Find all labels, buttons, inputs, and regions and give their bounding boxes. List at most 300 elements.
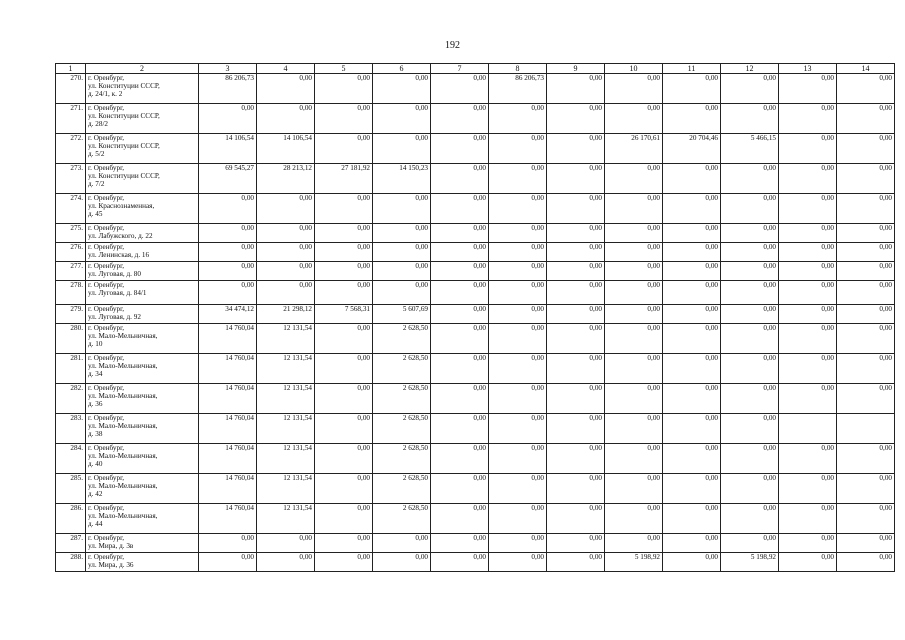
row-number: 284. [56,444,86,474]
value-cell: 0,00 [547,474,605,504]
value-cell: 0,00 [605,194,663,224]
value-cell: 0,00 [547,354,605,384]
address-line: г. Оренбург, [88,281,125,289]
header-row [56,64,895,74]
value-cell: 0,00 [315,474,373,504]
table-row [56,243,895,262]
address-line: ул. Мало-Мельничная, [88,362,158,370]
value-cell: 0,00 [199,104,257,134]
address-line: ул. Мало-Мельничная, [88,512,158,520]
value-cell: 0,00 [721,504,779,534]
address-line: г. Оренбург, [88,534,125,542]
value-cell: 0,00 [257,534,315,553]
value-cell: 0,00 [199,281,257,305]
address-line: ул. Конституции СССР, [88,172,160,180]
column-header: 6 [373,64,431,74]
value-cell: 0,00 [315,262,373,281]
value-cell: 0,00 [721,474,779,504]
value-cell: 0,00 [257,194,315,224]
value-cell: 12 131,54 [257,354,315,384]
value-cell: 0,00 [721,224,779,243]
column-header: 13 [779,64,837,74]
data-table [55,63,895,572]
value-cell: 0,00 [721,384,779,414]
value-cell: 0,00 [431,553,489,572]
value-cell: 26 170,61 [605,134,663,164]
value-cell: 0,00 [315,504,373,534]
address-line: ул. Мало-Мельничная, [88,452,158,460]
address-cell [86,134,199,164]
value-cell: 14 760,04 [199,354,257,384]
value-cell: 0,00 [605,354,663,384]
value-cell: 0,00 [199,534,257,553]
column-header: 14 [837,64,895,74]
row-number: 272. [56,134,86,164]
address-line: г. Оренбург, [88,104,125,112]
row-number: 282. [56,384,86,414]
value-cell: 0,00 [315,74,373,104]
address-line: д. 5/2 [88,150,105,158]
value-cell: 0,00 [547,134,605,164]
address-cell [86,74,199,104]
column-header: 2 [86,64,199,74]
value-cell: 0,00 [373,194,431,224]
value-cell: 0,00 [837,354,895,384]
value-cell: 0,00 [547,194,605,224]
value-cell: 0,00 [489,224,547,243]
column-header: 12 [721,64,779,74]
value-cell: 7 568,31 [315,305,373,324]
value-cell: 0,00 [837,384,895,414]
value-cell: 0,00 [663,534,721,553]
value-cell: 0,00 [547,324,605,354]
value-cell: 0,00 [373,534,431,553]
address-cell [86,281,199,305]
address-line: г. Оренбург, [88,194,125,202]
value-cell: 2 628,50 [373,474,431,504]
value-cell: 0,00 [837,305,895,324]
value-cell: 0,00 [199,243,257,262]
value-cell: 0,00 [721,194,779,224]
value-cell: 0,00 [605,474,663,504]
column-header: 7 [431,64,489,74]
address-cell [86,384,199,414]
address-cell [86,224,199,243]
value-cell: 0,00 [489,104,547,134]
value-cell: 0,00 [837,74,895,104]
column-header: 1 [56,64,86,74]
value-cell: 0,00 [721,414,779,444]
address-line: д. 7/2 [88,180,105,188]
address-cell [86,354,199,384]
value-cell: 0,00 [663,243,721,262]
value-cell: 0,00 [837,262,895,281]
value-cell: 0,00 [257,553,315,572]
value-cell: 12 131,54 [257,414,315,444]
address-cell [86,553,199,572]
value-cell: 12 131,54 [257,444,315,474]
value-cell: 0,00 [663,305,721,324]
value-cell: 0,00 [315,553,373,572]
value-cell: 0,00 [837,474,895,504]
address-line: г. Оренбург, [88,262,125,270]
value-cell: 0,00 [373,553,431,572]
address-cell [86,444,199,474]
value-cell: 0,00 [431,104,489,134]
value-cell: 0,00 [373,224,431,243]
value-cell: 2 628,50 [373,414,431,444]
value-cell: 0,00 [779,262,837,281]
value-cell: 14 760,04 [199,414,257,444]
table-row [56,281,895,305]
address-line: д. 36 [88,400,103,408]
value-cell: 86 206,73 [199,74,257,104]
value-cell: 0,00 [489,553,547,572]
value-cell: 0,00 [605,224,663,243]
value-cell: 0,00 [779,194,837,224]
row-number: 287. [56,534,86,553]
column-header: 3 [199,64,257,74]
table-row [56,534,895,553]
value-cell: 0,00 [373,104,431,134]
address-line: ул. Луговая, д. 92 [88,313,141,321]
value-cell: 34 474,12 [199,305,257,324]
value-cell: 14 760,04 [199,474,257,504]
value-cell: 0,00 [605,444,663,474]
address-line: д. 10 [88,340,103,348]
address-line: г. Оренбург, [88,414,125,422]
value-cell: 0,00 [373,281,431,305]
value-cell: 0,00 [779,104,837,134]
column-header: 11 [663,64,721,74]
row-number: 288. [56,553,86,572]
address-line: г. Оренбург, [88,243,125,251]
value-cell: 0,00 [663,354,721,384]
table-row [56,134,895,164]
value-cell: 12 131,54 [257,384,315,414]
value-cell: 0,00 [605,305,663,324]
value-cell: 0,00 [431,414,489,444]
value-cell [779,414,837,444]
value-cell: 0,00 [315,104,373,134]
value-cell: 0,00 [373,74,431,104]
value-cell: 0,00 [315,384,373,414]
value-cell: 0,00 [779,553,837,572]
address-line: ул. Конституции СССР, [88,142,160,150]
table-row [56,74,895,104]
address-line: г. Оренбург, [88,504,125,512]
value-cell: 0,00 [837,553,895,572]
value-cell: 0,00 [315,224,373,243]
value-cell: 27 181,92 [315,164,373,194]
value-cell: 0,00 [489,305,547,324]
value-cell: 0,00 [721,243,779,262]
value-cell: 2 628,50 [373,354,431,384]
value-cell [837,414,895,444]
address-line: д. 38 [88,430,103,438]
column-header: 8 [489,64,547,74]
row-number: 278. [56,281,86,305]
page-number: 192 [445,40,460,51]
value-cell: 0,00 [431,504,489,534]
value-cell: 0,00 [489,354,547,384]
address-line: г. Оренбург, [88,224,125,232]
value-cell: 0,00 [605,324,663,354]
value-cell: 0,00 [431,324,489,354]
value-cell: 0,00 [257,224,315,243]
column-header: 5 [315,64,373,74]
address-line: г. Оренбург, [88,305,125,313]
value-cell: 12 131,54 [257,504,315,534]
value-cell: 0,00 [547,74,605,104]
value-cell: 0,00 [663,164,721,194]
address-cell [86,262,199,281]
value-cell: 0,00 [431,444,489,474]
value-cell: 0,00 [199,224,257,243]
value-cell: 0,00 [547,243,605,262]
address-line: ул. Луговая, д. 80 [88,270,141,278]
value-cell: 2 628,50 [373,324,431,354]
value-cell: 0,00 [837,281,895,305]
address-line: ул. Мало-Мельничная, [88,422,158,430]
row-number: 279. [56,305,86,324]
value-cell: 0,00 [315,194,373,224]
value-cell: 5 607,69 [373,305,431,324]
value-cell: 0,00 [779,324,837,354]
address-line: д. 42 [88,490,103,498]
address-line: ул. Мало-Мельничная, [88,392,158,400]
value-cell: 0,00 [779,354,837,384]
address-line: д. 24/1, к. 2 [88,90,123,98]
value-cell: 2 628,50 [373,504,431,534]
value-cell: 0,00 [605,104,663,134]
value-cell: 0,00 [837,164,895,194]
value-cell: 0,00 [779,305,837,324]
value-cell: 0,00 [431,262,489,281]
value-cell: 0,00 [431,194,489,224]
value-cell: 0,00 [257,281,315,305]
value-cell: 0,00 [605,243,663,262]
value-cell: 0,00 [605,414,663,444]
value-cell: 5 198,92 [605,553,663,572]
value-cell: 0,00 [315,534,373,553]
value-cell: 2 628,50 [373,444,431,474]
value-cell: 0,00 [315,324,373,354]
address-line: ул. Мира, д. 36 [88,561,134,569]
value-cell: 14 106,54 [199,134,257,164]
value-cell: 0,00 [605,504,663,534]
value-cell: 0,00 [547,504,605,534]
table-row [56,224,895,243]
address-cell [86,305,199,324]
value-cell: 0,00 [547,262,605,281]
value-cell: 0,00 [489,534,547,553]
value-cell: 0,00 [547,281,605,305]
value-cell: 0,00 [779,74,837,104]
value-cell: 0,00 [837,534,895,553]
value-cell: 0,00 [837,324,895,354]
value-cell: 0,00 [837,444,895,474]
value-cell: 14 760,04 [199,444,257,474]
value-cell: 0,00 [257,262,315,281]
value-cell: 0,00 [663,74,721,104]
value-cell: 0,00 [547,164,605,194]
value-cell: 14 106,54 [257,134,315,164]
value-cell: 28 213,12 [257,164,315,194]
value-cell: 0,00 [547,224,605,243]
row-number: 285. [56,474,86,504]
value-cell: 0,00 [431,534,489,553]
address-cell [86,474,199,504]
row-number: 276. [56,243,86,262]
value-cell: 0,00 [489,243,547,262]
address-line: г. Оренбург, [88,474,125,482]
value-cell: 0,00 [199,553,257,572]
value-cell: 0,00 [663,444,721,474]
row-number: 271. [56,104,86,134]
value-cell: 0,00 [779,384,837,414]
value-cell: 0,00 [257,74,315,104]
value-cell: 0,00 [779,224,837,243]
value-cell: 0,00 [547,553,605,572]
address-line: ул. Конституции СССР, [88,112,160,120]
value-cell: 0,00 [837,504,895,534]
value-cell: 0,00 [721,444,779,474]
value-cell: 0,00 [721,324,779,354]
value-cell: 0,00 [489,324,547,354]
value-cell: 0,00 [721,281,779,305]
table-row [56,504,895,534]
value-cell: 0,00 [431,281,489,305]
value-cell: 0,00 [605,281,663,305]
value-cell: 0,00 [431,354,489,384]
value-cell: 0,00 [547,104,605,134]
address-line: ул. Конституции СССР, [88,82,160,90]
value-cell: 0,00 [605,534,663,553]
value-cell: 0,00 [489,281,547,305]
address-line: д. 34 [88,370,103,378]
value-cell: 0,00 [315,444,373,474]
value-cell: 0,00 [431,305,489,324]
value-cell: 0,00 [663,262,721,281]
value-cell: 0,00 [489,414,547,444]
value-cell: 0,00 [547,414,605,444]
address-line: г. Оренбург, [88,74,125,82]
table-row [56,384,895,414]
value-cell: 0,00 [315,134,373,164]
value-cell: 0,00 [489,444,547,474]
address-line: г. Оренбург, [88,134,125,142]
value-cell: 0,00 [489,194,547,224]
value-cell: 0,00 [315,414,373,444]
value-cell: 0,00 [721,104,779,134]
table-row [56,305,895,324]
value-cell: 0,00 [315,243,373,262]
row-number: 281. [56,354,86,384]
row-number: 286. [56,504,86,534]
value-cell: 0,00 [431,224,489,243]
value-cell: 0,00 [779,164,837,194]
table-row [56,553,895,572]
address-cell [86,534,199,553]
row-number: 274. [56,194,86,224]
value-cell: 0,00 [663,474,721,504]
value-cell: 0,00 [431,384,489,414]
address-line: г. Оренбург, [88,354,125,362]
address-line: ул. Мало-Мельничная, [88,482,158,490]
value-cell: 0,00 [837,194,895,224]
value-cell: 0,00 [489,504,547,534]
value-cell: 0,00 [663,414,721,444]
address-cell [86,164,199,194]
value-cell: 14 150,23 [373,164,431,194]
value-cell: 0,00 [547,444,605,474]
value-cell: 86 206,73 [489,74,547,104]
address-line: д. 45 [88,210,103,218]
table-body [56,74,895,572]
value-cell: 0,00 [431,474,489,504]
address-line: г. Оренбург, [88,553,125,561]
value-cell: 0,00 [199,262,257,281]
value-cell: 14 760,04 [199,384,257,414]
table-row [56,474,895,504]
value-cell: 0,00 [663,553,721,572]
value-cell: 0,00 [779,134,837,164]
value-cell: 0,00 [431,74,489,104]
value-cell: 0,00 [663,324,721,354]
table-row [56,104,895,134]
value-cell: 14 760,04 [199,504,257,534]
address-line: ул. Луговая, д. 84/1 [88,289,147,297]
value-cell: 0,00 [663,384,721,414]
value-cell: 0,00 [605,164,663,194]
value-cell: 0,00 [779,504,837,534]
value-cell: 0,00 [489,262,547,281]
value-cell: 0,00 [837,104,895,134]
table-row [56,414,895,444]
value-cell: 5 198,92 [721,553,779,572]
table-row [56,444,895,474]
value-cell: 0,00 [721,164,779,194]
address-line: г. Оренбург, [88,444,125,452]
address-cell [86,504,199,534]
row-number: 277. [56,262,86,281]
row-number: 275. [56,224,86,243]
row-number: 283. [56,414,86,444]
column-header: 10 [605,64,663,74]
address-line: г. Оренбург, [88,384,125,392]
address-cell [86,104,199,134]
value-cell: 0,00 [373,243,431,262]
address-line: г. Оренбург, [88,324,125,332]
value-cell: 0,00 [489,134,547,164]
value-cell: 0,00 [547,534,605,553]
address-line: д. 28/2 [88,120,109,128]
address-line: ул. Мира, д. 3в [88,542,134,550]
value-cell: 20 704,46 [663,134,721,164]
address-cell [86,324,199,354]
value-cell: 0,00 [489,164,547,194]
value-cell: 0,00 [257,243,315,262]
value-cell: 12 131,54 [257,474,315,504]
value-cell: 0,00 [663,104,721,134]
value-cell: 0,00 [315,281,373,305]
value-cell: 0,00 [721,354,779,384]
value-cell: 0,00 [779,444,837,474]
value-cell: 12 131,54 [257,324,315,354]
address-cell [86,194,199,224]
column-header: 4 [257,64,315,74]
